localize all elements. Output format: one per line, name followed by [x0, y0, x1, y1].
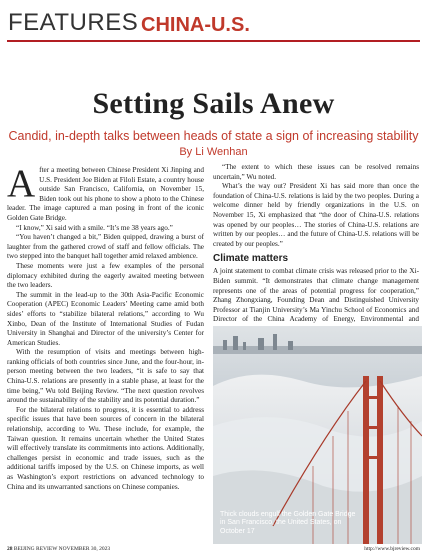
page-number: 28: [7, 546, 13, 552]
body-paragraph: With the resumption of visits and meetings between high-ranking officials of both countries since June, and the four-hour, in-person meeting between the two leaders, “it is safe to say that China-U.S. relations are presently in a stable phase, at least for the time being,” Wu told Beijing Review. “The next question revolves around the sustainability of the stability and its potential duration.”: [7, 348, 204, 405]
body-paragraph: What’s the way out? President Xi has said more than once the foundation of China-U.S. relations is laid by the two peoples. During a welcome dinner held by friendly organizations in the U.S. on November 15, Xi emphasized that “the door of China-U.S. relations was opened by our peoples… The stories of China-U.S. relations are written by our peoples… and the future of China-U.S. relations will be created by our peoples.”: [213, 182, 419, 248]
body-paragraph: The summit in the lead-up to the 30th Asia-Pacific Economic Cooperation (APEC) Economic Leaders’ Meeting came amid both sides’ efforts to “stabilize bilateral relations,” according to Wu Xinbo, Dean of the Institute of International Studies of Fudan University in Shanghai and Director of the university’s Center for American Studies.: [7, 290, 204, 347]
article-subtitle: Candid, in-depth talks between heads of state a sign of increasing stability: [8, 129, 419, 143]
article-column-left: [7, 162, 204, 544]
photo-caption: Thick clouds engulf the Golden Gate Bridge in San Francisco, the United States, on October 17: [220, 510, 356, 535]
body-paragraph: These moments were just a few examples of the personal diplomacy exhibited during the eagerly awaited meeting between the two leaders.: [7, 261, 204, 290]
body-paragraph: A joint statement to combat climate crisis was released prior to the Xi-Biden summit. “It demonstrates that climate change management represents one of the areas of potential progress for cooperation,” Zhang Zhongxiang, Founding Dean and Distinguished University Professor at Tianjin University’s Ma Yinchu School of Economics and Director of the China Academy of Energy, Environmental and: [213, 267, 419, 324]
body-paragraph: “I know,” Xi said with a smile. “It’s me 38 years ago.”: [16, 223, 173, 232]
article-title: Setting Sails Anew: [92, 87, 335, 120]
drop-cap: A: [7, 162, 36, 205]
subhead: Climate matters: [213, 253, 289, 265]
section-label: FEATURES: [8, 9, 139, 36]
footer-url[interactable]: http://www.bjreview.com: [364, 546, 420, 552]
publication-line: BEIJING REVIEW NOVEMBER 30, 2023: [13, 546, 111, 552]
body-paragraph: For the bilateral relations to progress, it is essential to address specific issues that have been sources of concern in the bilateral relationship, according to Wu. These include, for example, the Taiwan question. It remains uncertain whether the United States will effectively translate its commitments into actions. Additionally, challenges persist in economic and trade issues, such as the additional tariffs imposed by the U.S. on Chinese imports, as well as Washington’s export restrictions on advanced technology to China and its unwarranted sanctions on Chinese companies.: [7, 405, 204, 491]
page-footer: [7, 546, 420, 556]
article-byline: By Li Wenhan: [179, 146, 248, 158]
footer-left: [7, 546, 110, 552]
body-paragraph: “You haven’t changed a bit,” Biden quipped, drawing a burst of laughter from the gathered crowd of staff and fellow officials. The two stepped into the banquet hall together amid relaxed ambience.: [7, 233, 204, 261]
article-photo: [213, 326, 422, 544]
section-header: [7, 5, 420, 45]
body-paragraph: fter a meeting between Chinese President Xi Jinping and U.S. President Joe Biden at Filoli Estate, a country house outside San Francisco, California, on November 15, Biden took out his phone to show a photo to the Chinese leader. The image captured a man posing in front of the iconic Golden Gate Bridge.: [7, 166, 204, 222]
body-paragraph: “The extent to which these issues can be resolved remains uncertain,” Wu noted.: [213, 163, 419, 181]
section-sublabel: CHINA-U.S.: [141, 14, 250, 36]
header-rule: [7, 40, 420, 42]
